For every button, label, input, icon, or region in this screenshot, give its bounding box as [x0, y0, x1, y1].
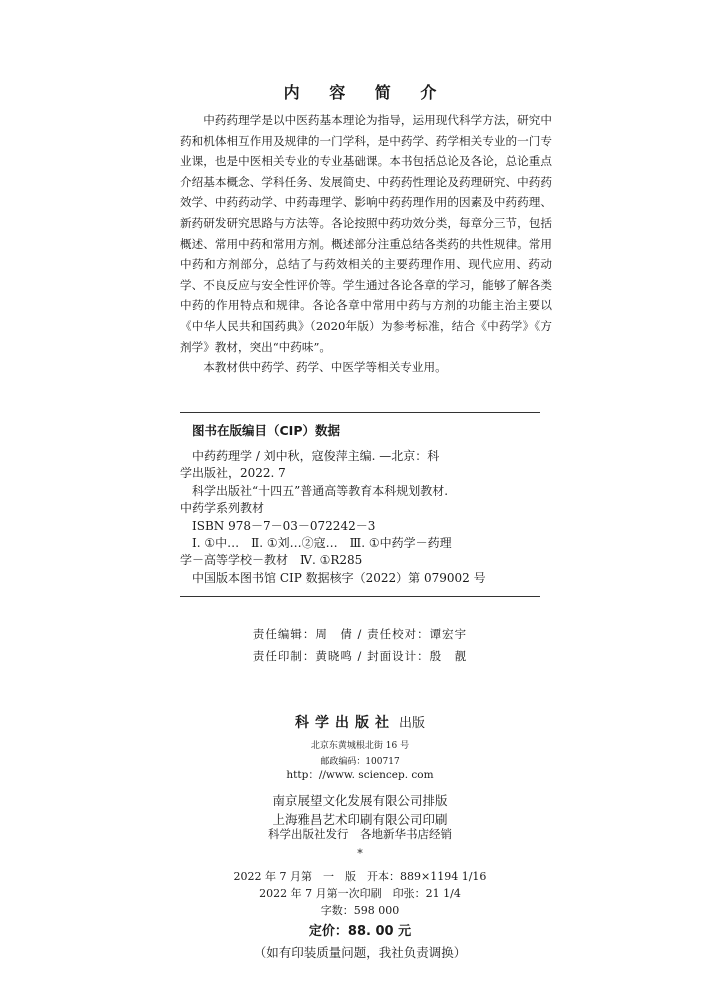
word-count: 字数：598 000	[320, 904, 400, 917]
publisher-website: http：//www. sciencep. com	[286, 769, 434, 781]
price: 定价：88. 00 元	[308, 924, 412, 939]
credits-production: 责任印制：黄晓鸣 / 封面设计：殷 靓	[252, 649, 468, 663]
summary-body	[180, 110, 552, 378]
separator-star: *	[357, 847, 363, 860]
cip-heading: 图书在版编目（CIP）数据	[192, 423, 340, 438]
summary-paragraph: 本教材供中药学、药学、中医学等相关专业用。	[203, 360, 447, 375]
edition-info: 2022 年 7 月第 一 版 开本：889×1194 1/16	[233, 870, 487, 883]
cip-line: 中药药理学 / 刘中秋，寇俊萍主编. —北京：科	[192, 449, 440, 463]
publisher-imprint	[0, 712, 720, 732]
typesetter: 南京展望文化发展有限公司排版	[272, 793, 448, 808]
cip-line: 中国版本图书馆 CIP 数据核字（2022）第 079002 号	[192, 570, 486, 585]
quality-notice: （如有印装质量问题，我社负责调换）	[253, 945, 467, 960]
cip-line: 中药学系列教材	[180, 501, 265, 516]
summary-paragraph: 中药药理学是以中医药基本理论为指导，运用现代科学方法，研究中药和机体相互作用及规律的一门学科，是中药学、药学相关专业的一门专业课，也是中医相关专业的专业基础课。本书包括总论及各论，总论重点介绍基本概念、学科任务、发展简史、中药药性理论及药理研究、中药药效学、中药药动学、中药毒理学、影响中药药理作用的因素及中药药理、新药研发研究思路与方法等。各论按照中药功效分类，每章分三节，包括概述、常用中药和常用方剂。概述部分注重总结各类药的共性规律。常用中药和方剂部分，总结了与药效相关的主要药理作用、现代应用、药动学、不良反应与安全性评价等。学生通过各论各章的学习，能够了解各类中药的作用特点和规律。各论各章中常用中药与方剂的功能主治主要以《中华人民共和国药典》（2020年版）为参考标准，结合《中药学》《方剂学》教材，突出“中药味”。	[180, 113, 552, 354]
printer: 上海雅昌艺术印刷有限公司印刷	[272, 812, 448, 827]
cip-line: ISBN 978－7－03－072242－3	[192, 518, 376, 533]
cip-line: 学－高等学校－教材 Ⅳ. ①R285	[180, 553, 363, 568]
printing-info: 2022 年 7 月第一次印刷 印张：21 1/4	[259, 887, 461, 900]
cip-line: Ⅰ. ①中… Ⅱ. ①刘…②寇… Ⅲ. ①中药学－药理	[192, 536, 452, 551]
credits-editors: 责任编辑：周 倩 / 责任校对：谭宏宇	[252, 627, 468, 641]
cip-line: 科学出版社“十四五”普通高等教育本科规划教材.	[192, 483, 449, 498]
publisher-logo: 科学出版社	[294, 715, 395, 731]
publisher-address: 北京东黄城根北街 16 号	[310, 741, 410, 751]
cip-top-rule	[180, 412, 540, 413]
publisher-suffix: 出版	[398, 716, 425, 731]
summary-title: 内 容 简 介	[283, 83, 449, 102]
distribution: 科学出版社发行 各地新华书店经销	[268, 827, 452, 841]
cip-bottom-rule	[180, 596, 540, 597]
cip-line: 学出版社，2022. 7	[180, 466, 286, 481]
credits-block	[0, 623, 720, 667]
publisher-postcode: 邮政编码：100717	[320, 757, 400, 767]
cip-block	[180, 448, 540, 587]
